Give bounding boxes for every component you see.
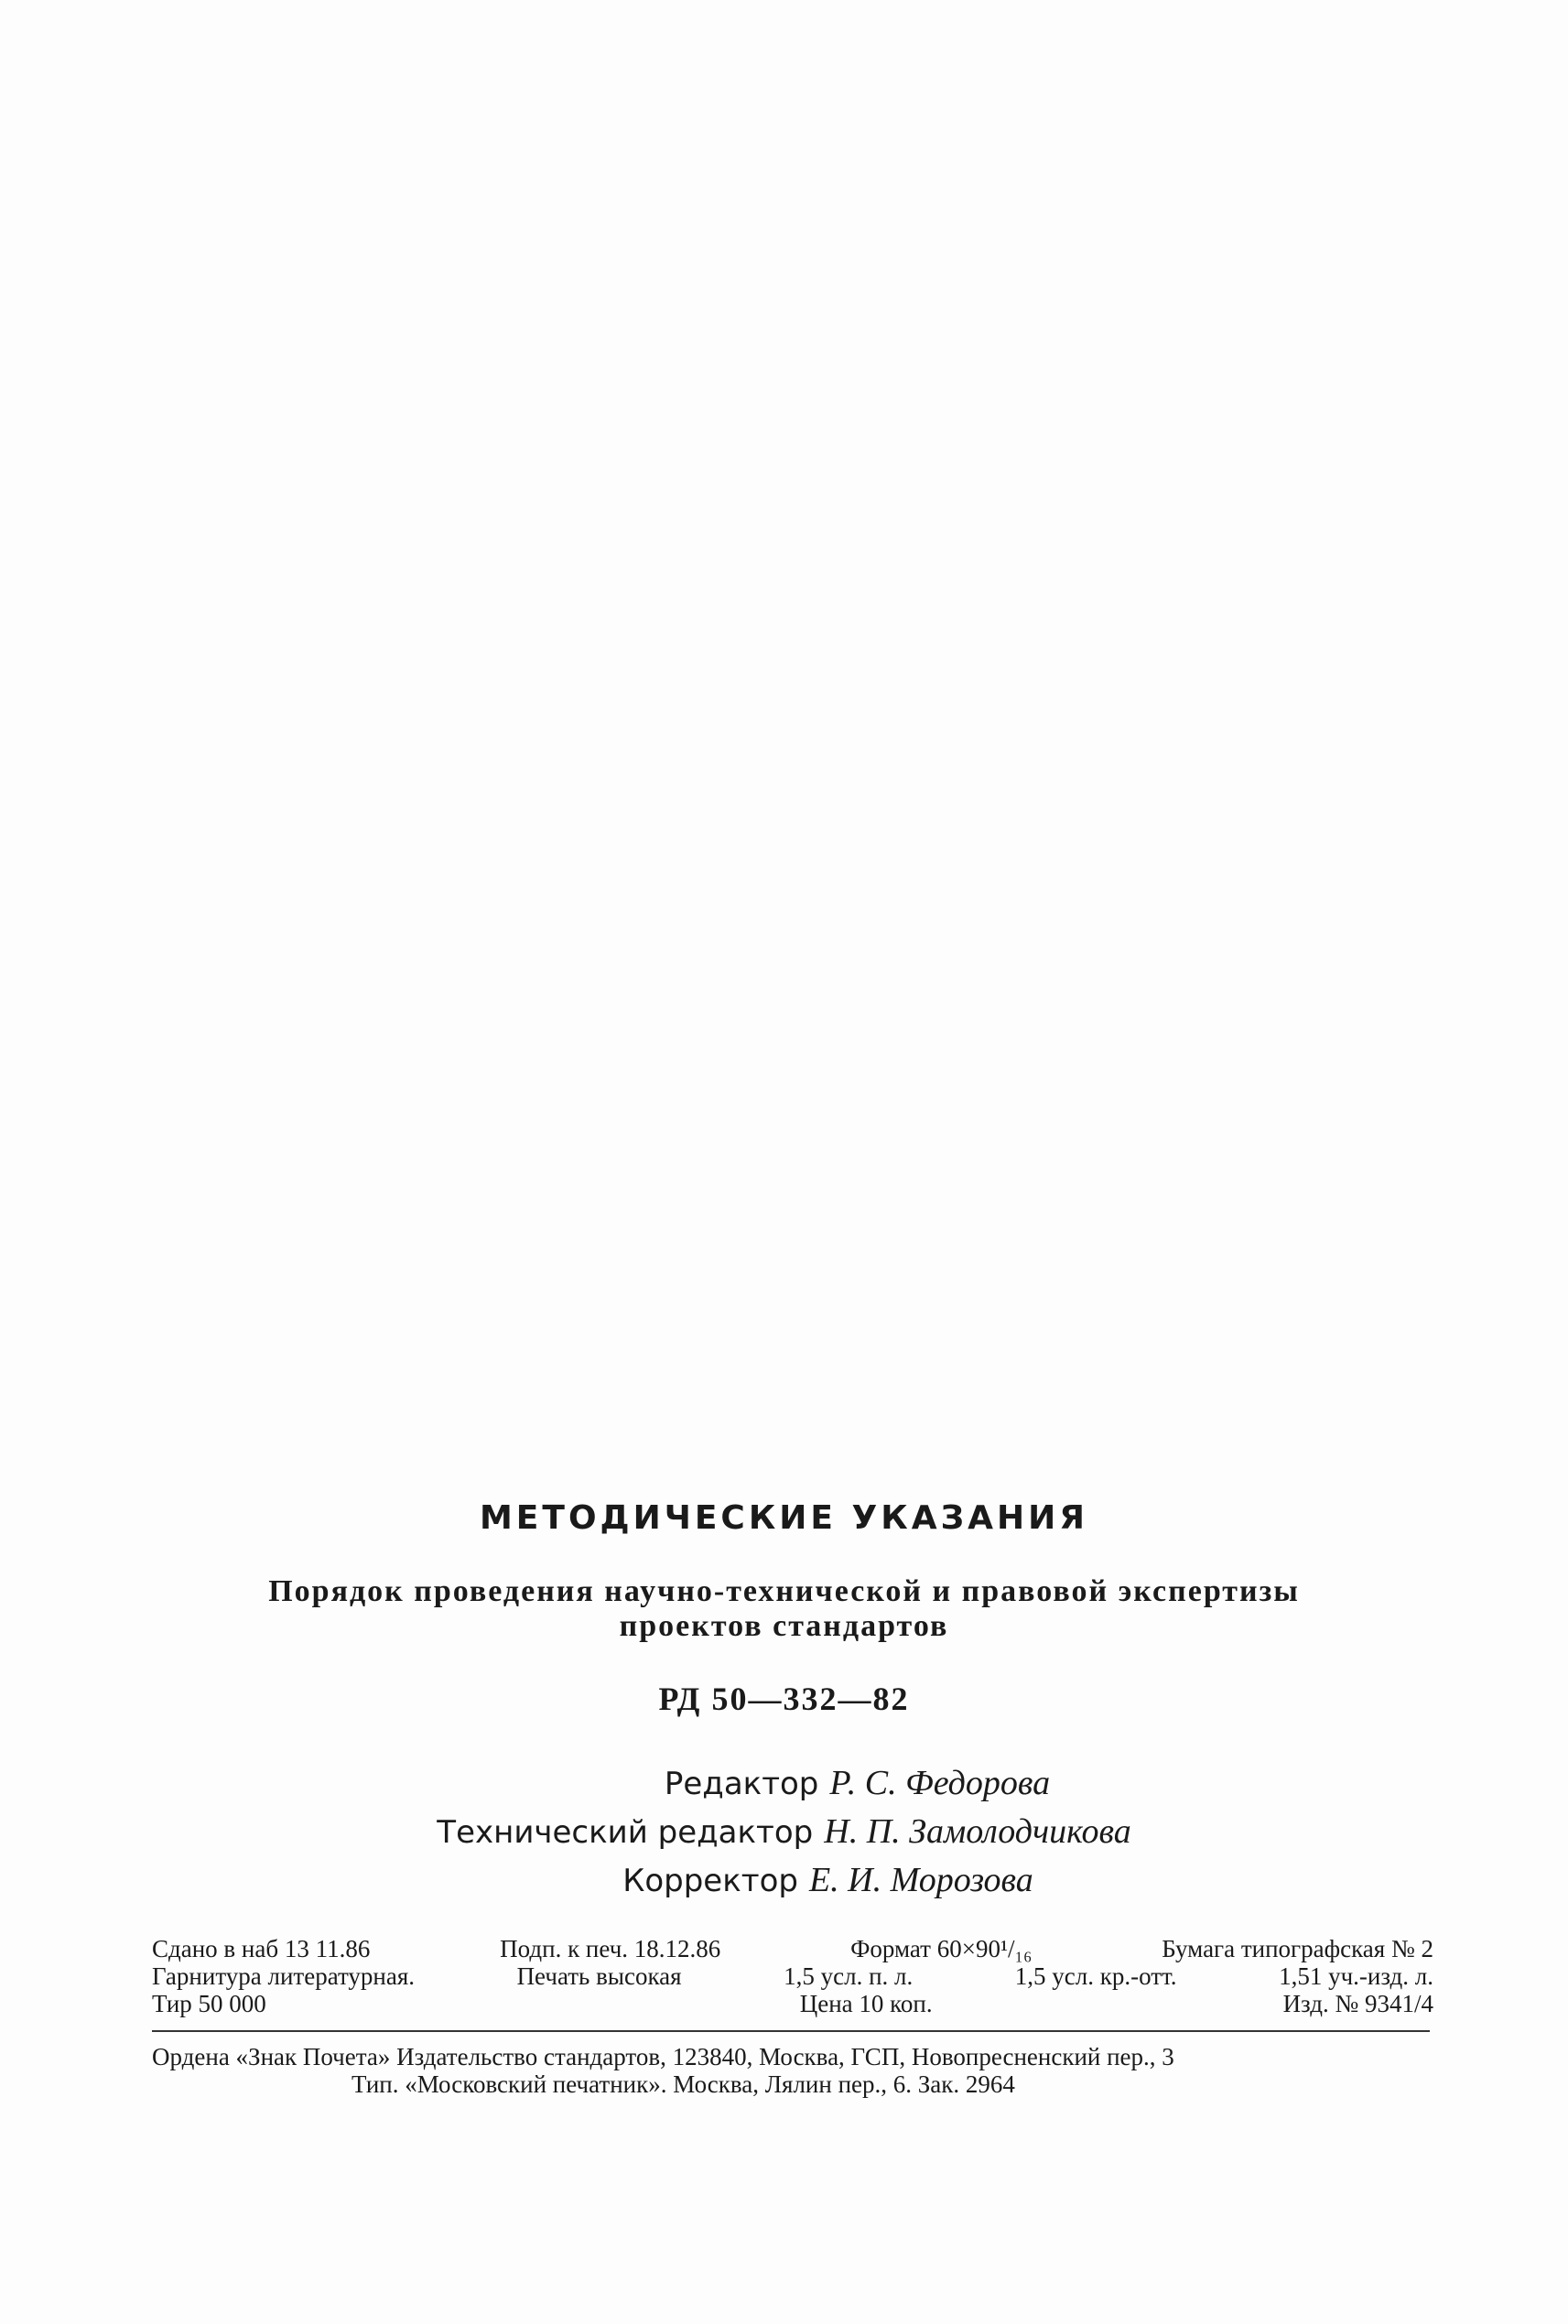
document-type-heading: МЕТОДИЧЕСКИЕ УКАЗАНИЯ [479,1499,1088,1537]
credit-technical-editor [0,1808,1568,1856]
credit-role: Редактор [664,1766,819,1802]
credit-person: Е. И. Морозова [808,1861,1033,1899]
imprint-cell: Печать высокая [516,1962,682,1990]
publisher-line-2: Тип. «Московский печатник». Москва, Лялин пер., 6. Зак. 2964 [351,2070,1015,2098]
document-subtitle [0,1574,1568,1644]
imprint-cell: Формат 60×90¹/₁₆ [850,1935,1033,1962]
imprint-cell: Гарнитура литературная. [152,1962,416,1990]
credit-person: Р. С. Федорова [829,1764,1051,1802]
imprint-cell: 1,5 усл. п. л. [784,1962,914,1990]
credits-block [0,1759,1568,1905]
imprint-cell: Цена 10 коп. [799,1990,933,2017]
credit-proofreader [0,1856,1568,1905]
imprint-cell: Сдано в наб 13 11.86 [152,1935,371,1962]
imprint-cell: 1,5 усл. кр.-отт. [1014,1962,1177,1990]
credit-editor [0,1759,1568,1808]
imprint-row-3 [152,1990,1433,2017]
subtitle-line-1: Порядок проведения научно-технической и правовой экспертизы [268,1574,1300,1608]
credit-role: Технический редактор [437,1814,814,1851]
publisher-imprint [152,2043,1433,2098]
publisher-line-1: Ордена «Знак Почета» Издательство стандартов, 123840, Москва, ГСП, Новопресненский пер., 3 [152,2043,1174,2070]
imprint-cell: Бумага типографская № 2 [1162,1935,1433,1962]
document-code: РД 50—332—82 [658,1681,910,1717]
imprint-row-2 [152,1962,1433,1990]
imprint-cell: 1,51 уч.-изд. л. [1279,1962,1433,1990]
imprint-row-1 [152,1935,1433,1962]
subtitle-line-2: проектов стандартов [619,1609,949,1643]
imprint-cell: Изд. № 9341/4 [1282,1990,1433,2017]
credit-person: Н. П. Замолодчикова [824,1812,1131,1851]
print-imprint [152,1935,1433,2017]
imprint-cell: Тир 50 000 [152,1990,266,2017]
credit-role: Корректор [622,1863,798,1899]
imprint-divider [152,2030,1430,2032]
imprint-cell: Подп. к печ. 18.12.86 [500,1935,721,1962]
